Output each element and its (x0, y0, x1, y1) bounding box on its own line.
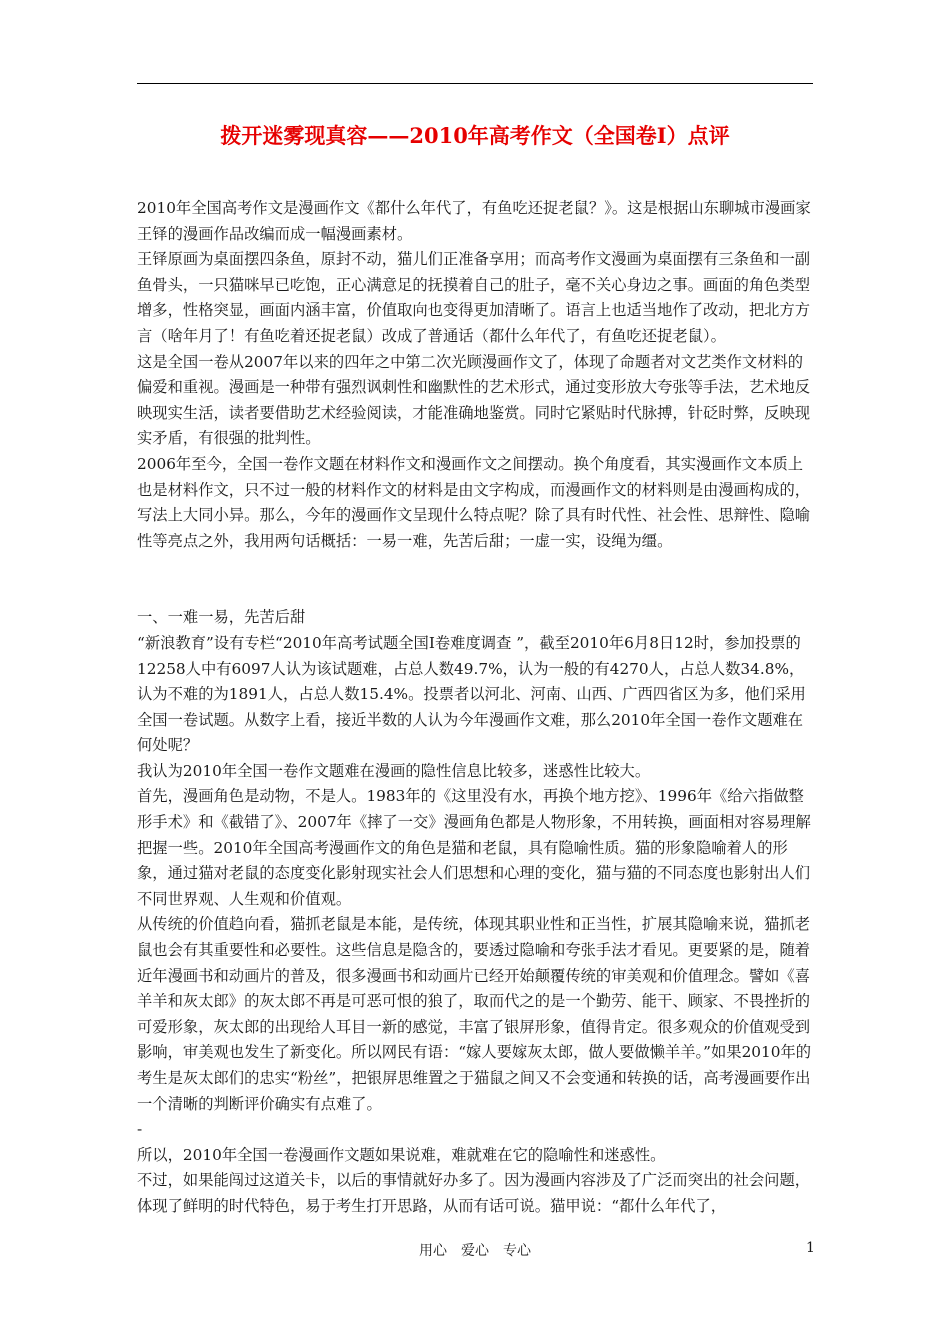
separator-dash: - (137, 1120, 143, 1139)
paragraph: 王铎原画为桌面摆四条鱼，原封不动，猫儿们正准备享用；而高考作文漫画为桌面摆有三条鱼和一副鱼骨头，一只猫咪早已吃饱，正心满意足的抚摸着自己的肚子，毫不关心身边之事。画面的角色类型增多，性格突显，画面内涵丰富，价值取向也变得更加清晰了。语言上也适当地作了改动，把北方方言（啥年月了！有鱼吃着还捉老鼠）改成了普通话（都什么年代了，有鱼吃还捉老鼠）。 (137, 250, 811, 345)
article-title: 拨开迷雾现真容——2010年高考作文（全国卷I）点评 (220, 123, 730, 148)
paragraph: 从传统的价值趋向看，猫抓老鼠是本能，是传统，体现其职业性和正当性，扩展其隐喻来说，猫抓老鼠也会有其重要性和必要性。这些信息是隐含的，要透过隐喻和夸张手法才看见。更要紧的是，随着近年漫画书和动画片的普及，很多漫画书和动画片已经开始颠覆传统的审美观和价值理念。譬如《喜羊羊和灰太郎》的灰太郎不再是可恶可恨的狼了，取而代之的是一个勤劳、能干、顾家、不畏挫折的可爱形象，灰太郎的出现给人耳目一新的感觉，丰富了银屏形象，值得肯定。很多观众的价值观受到影响，审美观也发生了新变化。所以网民有语：“嫁人要嫁灰太郎，做人要做懒羊羊。”如果2010年的考生是灰太郎们的忠实“粉丝”，把银屏思维置之于猫鼠之间又不会变通和转换的话，高考漫画要作出一个清晰的判断评价确实有点难了。 (137, 915, 812, 1113)
paragraph: “新浪教育”设有专栏“2010年高考试题全国I卷难度调查 ”，截至2010年6月8日12时，参加投票的12258人中有6097人认为该试题难，占总人数49.7%，认为一般的有4270人，占总人数34.8%，认为不难的为1891人，占总人数15.4%。投票者以河北、河南、山西、广西四省区为多，他们采用全国一卷试题。从数字上看，接近半数的人认为今年漫画作文难，那么2010年全国一卷作文题难在何处呢？ (137, 633, 806, 755)
paragraph: 所以，2010年全国一卷漫画作文题如果说难，难就难在它的隐喻性和迷惑性。 (137, 1145, 666, 1164)
section-spacer (137, 554, 813, 605)
paragraph: 不过，如果能闯过这道关卡，以后的事情就好办多了。因为漫画内容涉及了广泛而突出的社会问题，体现了鲜明的时代特色，易于考生打开思路，从而有话可说。猫甲说：“都什么年代了， (137, 1171, 811, 1215)
paragraph: 我认为2010年全国一卷作文题难在漫画的隐性信息比较多，迷惑性比较大。 (137, 761, 651, 780)
paragraph: 2010年全国高考作文是漫画作文《都什么年代了，有鱼吃还捉老鼠？》。这是根据山东聊城市漫画家王铎的漫画作品改编而成一幅漫画素材。 (137, 199, 811, 243)
article-body (137, 196, 813, 1220)
paragraph: 首先，漫画角色是动物，不是人。1983年的《这里没有水，再换个地方挖》、1996年《给六指做整形手术》和《截错了》、2007年《摔了一交》漫画角色都是人物形象，不用转换，画面相对容易理解把握一些。2010年全国高考漫画作文的角色是猫和老鼠，具有隐喻性质。猫的形象隐喻着人的形象，通过猫对老鼠的态度变化影射现实社会人们思想和心理的变化，猫与猫的不同态度也影射出人们不同世界观、人生观和价值观。 (137, 787, 811, 908)
paragraph: 这是全国一卷从2007年以来的四年之中第二次光顾漫画作文了，体现了命题者对文艺类作文材料的偏爱和重视。漫画是一种带有强烈讽刺性和幽默性的艺术形式，通过变形放大夸张等手法，艺术地反映现实生活，读者要借助艺术经验阅读，才能准确地鉴赏。同时它紧贴时代脉搏，针砭时弊，反映现实矛盾，有很强的批判性。 (137, 352, 811, 448)
page-footer (0, 1240, 950, 1266)
header-rule (137, 83, 813, 84)
section-heading: 一、一难一易，先苦后甜 (137, 608, 306, 627)
paragraph: 2006年至今，全国一卷作文题在材料作文和漫画作文之间摆动。换个角度看，其实漫画作文本质上也是材料作文，只不过一般的材料作文的材料是由文字构成，而漫画作文的材料则是由漫画构成的，写法上大同小异。那么，今年的漫画作文呈现什么特点呢？除了具有时代性、社会性、思辩性、隐喻性等亮点之外，我用两句话概括：一易一难，先苦后甜；一虚一实，设绳为缰。 (137, 454, 811, 550)
footer-slogan: 用心 爱心 专心 (419, 1243, 531, 1259)
page-number: 1 (806, 1240, 815, 1256)
